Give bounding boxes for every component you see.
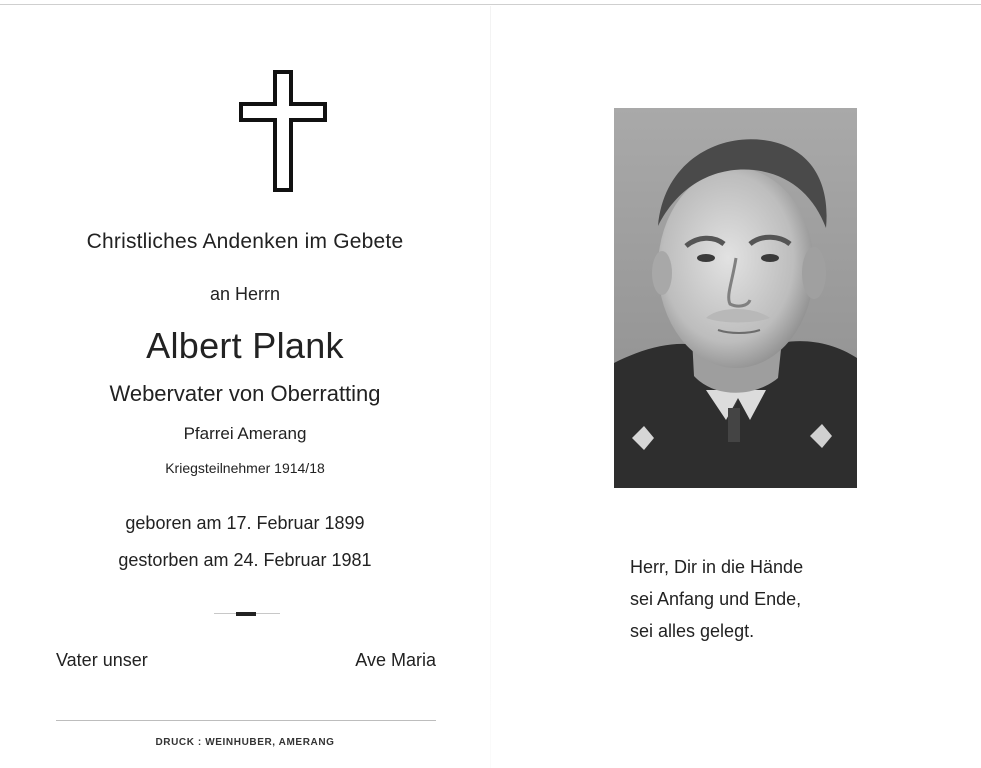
verse-line: Herr, Dir in die Hände: [630, 557, 804, 577]
prayer-our-father: Vater unser: [56, 650, 148, 670]
cross-icon: [239, 70, 327, 192]
footer-rule: [56, 720, 436, 721]
deceased-name: Albert Plank: [146, 325, 344, 366]
verse-block: [630, 551, 803, 647]
intro-text: Christliches Andenken im Gebete: [86, 230, 404, 253]
verse-line: sei alles gelegt.: [630, 621, 755, 641]
portrait-photo: [614, 108, 857, 488]
death-date: gestorben am 24. Februar 1981: [118, 550, 372, 570]
prayer-ave-maria: Ave Maria: [355, 650, 436, 670]
separator-dash: [236, 612, 256, 616]
parish-text: Pfarrei Amerang: [183, 424, 307, 443]
card-fold: [490, 6, 491, 768]
deceased-role: Webervater von Oberratting: [109, 381, 381, 406]
veteran-text: Kriegsteilnehmer 1914/18: [165, 460, 325, 476]
left-panel: [40, 0, 450, 768]
printer-imprint: DRUCK : WEINHUBER, AMERANG: [155, 737, 335, 748]
salutation-text: an Herrn: [209, 284, 281, 304]
birth-date: geboren am 17. Februar 1899: [125, 513, 365, 533]
verse-line: sei Anfang und Ende,: [630, 589, 802, 609]
